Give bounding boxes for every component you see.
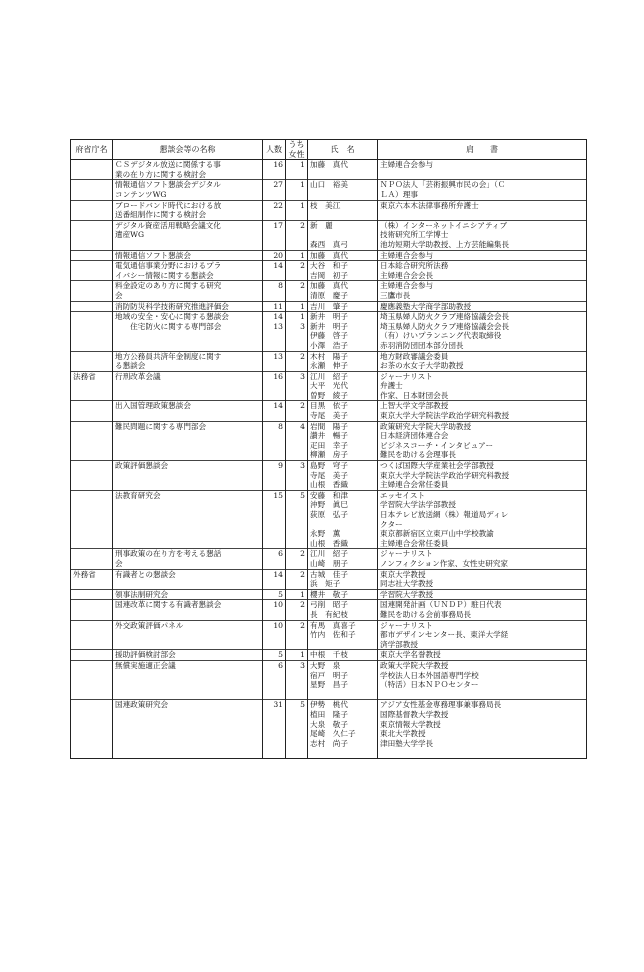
council-name-cell: 消防防災科学技術研究推進評価会 — [113, 301, 263, 312]
female-count-cell: 1 3 — [286, 312, 308, 351]
member-names-cell: 大谷 和子 吉岡 初子 — [308, 261, 378, 281]
member-count-cell: 5 — [263, 589, 286, 600]
member-titles-cell: エッセイスト 学習院大学法学部教授 日本テレビ放送網（株）報道局ディレ クター 東京都新宿区立東戸山中学校教諭 主婦連合会常任委員 — [378, 490, 587, 549]
member-count-cell: 14 — [263, 261, 286, 281]
header-members: 人数 — [263, 140, 286, 160]
council-name-cell: ＣＳデジタル放送に関係する事 業の在り方に関する検討会 — [113, 160, 263, 180]
female-count-cell: 2 — [286, 620, 308, 650]
member-count-cell: 16 — [263, 371, 286, 401]
table-row — [71, 620, 587, 650]
table-row — [71, 200, 587, 220]
female-count-cell: 1 — [286, 589, 308, 600]
female-count-cell: 1 — [286, 160, 308, 180]
council-name-cell: 出入国管理政策懇談会 — [113, 401, 263, 421]
council-name-cell: 地域の安全・安心に関する懇談会 住宅防火に関する専門部会 — [113, 312, 263, 351]
member-titles-cell: 埼玉県婦人防火クラブ連絡協議会会長 埼玉県婦人防火クラブ連絡協議会会長 （有）けいプランニング代表取締役 赤羽消防団団本部分団長 — [378, 312, 587, 351]
member-names-cell: 安藤 和津 沖野 眞巳 荻原 弘子 永野 薫 山根 香織 — [308, 490, 378, 549]
female-count-cell: 1 — [286, 301, 308, 312]
council-name-cell: 行刑改革会議 — [113, 371, 263, 401]
member-count-cell: 27 — [263, 180, 286, 200]
member-titles-cell: 上智大学文学部教授 東京大学大学院法学政治学研究科教授 — [378, 401, 587, 421]
table-row — [71, 589, 587, 600]
member-count-cell: 6 — [263, 549, 286, 569]
member-names-cell: 加藤 真代 — [308, 160, 378, 180]
council-name-cell: 外交政策評価パネル — [113, 620, 263, 650]
female-count-cell: 2 — [286, 569, 308, 589]
table-row — [71, 569, 587, 589]
member-count-cell: 14 — [263, 401, 286, 421]
ministry-cell — [71, 589, 113, 600]
council-name-cell: 刑事政策の在り方を考える懇話 会 — [113, 549, 263, 569]
member-count-cell: 15 — [263, 490, 286, 549]
member-titles-cell: 日本総合研究所法務 主婦連合会会長 — [378, 261, 587, 281]
ministry-cell — [71, 281, 113, 301]
member-names-cell: 吉川 肇子 — [308, 301, 378, 312]
council-name-cell: 無償実施適正会議 — [113, 661, 263, 700]
council-name-cell: 法教育研究会 — [113, 490, 263, 549]
ministry-cell — [71, 421, 113, 460]
table-row — [71, 421, 587, 460]
ministry-cell — [71, 220, 113, 250]
council-name-cell: 難民問題に関する専門部会 — [113, 421, 263, 460]
council-name-cell: 国連改革に関する有識者懇談会 — [113, 600, 263, 620]
member-count-cell: 5 — [263, 650, 286, 661]
ministry-cell: 法務省 — [71, 371, 113, 401]
ministry-cell — [71, 250, 113, 261]
member-names-cell: 伊勢 桃代 植田 隆子 大泉 敬子 尾崎 久仁子 志村 尚子 — [308, 700, 378, 759]
table-row — [71, 281, 587, 301]
member-titles-cell: 政策研究大学院大学助教授 日本経済団体連合会 ビジネスコーチ・インタビュアー 難民を助ける会理事長 — [378, 421, 587, 460]
table-row — [71, 371, 587, 401]
table-header-row — [71, 140, 587, 160]
table-row — [71, 461, 587, 491]
table-row — [71, 700, 587, 759]
member-titles-cell: ジャーナリスト ノンフィクション作家、女性史研究家 — [378, 549, 587, 569]
member-count-cell: 10 — [263, 620, 286, 650]
ministry-cell — [71, 312, 113, 351]
member-titles-cell: 政策大学院大学教授 学校法人日本外国語専門学校 （特活）日本ＮＰＯセンター — [378, 661, 587, 700]
female-count-cell: 2 — [286, 220, 308, 250]
table-row — [71, 312, 587, 351]
member-count-cell: 8 — [263, 421, 286, 460]
female-count-cell: 4 — [286, 421, 308, 460]
female-count-cell: 1 — [286, 200, 308, 220]
member-names-cell: 新井 明子 新井 明子 伊藤 啓子 小澤 浩子 — [308, 312, 378, 351]
member-names-cell: 木村 陽子 永瀬 伸子 — [308, 351, 378, 371]
member-count-cell: 13 — [263, 351, 286, 371]
member-titles-cell: ＮＰＯ法人「芸術振興市民の会」（Ｃ ＬＡ）理事 — [378, 180, 587, 200]
council-name-cell: 有識者との懇談会 — [113, 569, 263, 589]
table-row — [71, 250, 587, 261]
member-names-cell: 江川 紹子 大平 光代 曽野 綾子 — [308, 371, 378, 401]
member-count-cell: 31 — [263, 700, 286, 759]
member-names-cell: 中根 千枝 — [308, 650, 378, 661]
member-titles-cell: ジャーナリスト 都市デザインセンター長、東洋大学経 済学部教授 — [378, 620, 587, 650]
ministry-cell — [71, 301, 113, 312]
table-row — [71, 301, 587, 312]
member-titles-cell: 東京六本木法律事務所弁護士 — [378, 200, 587, 220]
ministry-cell — [71, 700, 113, 759]
member-titles-cell: 地方財政審議会委員 お茶の水女子大学助教授 — [378, 351, 587, 371]
member-count-cell: 20 — [263, 250, 286, 261]
member-titles-cell: つくば国際大学産業社会学部教授 東京大学大学院法学政治学研究科教授 主婦連合会常任委員 — [378, 461, 587, 491]
member-titles-cell: アジア女性基金専務理事兼事務局長 国際基督教大学教授 東京情報大学教授 東北大学教授 津田塾大学学長 — [378, 700, 587, 759]
table-row — [71, 261, 587, 281]
female-count-cell: 5 — [286, 700, 308, 759]
table-row — [71, 160, 587, 180]
member-names-cell: 新 麗 森西 真弓 — [308, 220, 378, 250]
table-row — [71, 490, 587, 549]
header-name: 氏 名 — [308, 140, 378, 160]
member-names-cell: 加藤 真代 — [308, 250, 378, 261]
table-row — [71, 549, 587, 569]
council-name-cell: 電気通信事業分野におけるプラ イバシー情報に関する懇談会 — [113, 261, 263, 281]
council-name-cell: 政策評価懇談会 — [113, 461, 263, 491]
member-names-cell: 古城 佳子 浜 矩子 — [308, 569, 378, 589]
table-row — [71, 351, 587, 371]
table-row — [71, 401, 587, 421]
header-ministry: 府省庁名 — [71, 140, 113, 160]
council-name-cell: 情報通信ソフト懇談会デジタル コンテンツWG — [113, 180, 263, 200]
ministry-cell — [71, 600, 113, 620]
female-count-cell: 1 — [286, 250, 308, 261]
member-count-cell: 16 — [263, 160, 286, 180]
female-count-cell: 3 — [286, 461, 308, 491]
table-row — [71, 650, 587, 661]
ministry-cell — [71, 401, 113, 421]
ministry-cell: 外務省 — [71, 569, 113, 589]
female-count-cell: 2 — [286, 281, 308, 301]
member-names-cell: 大野 泉 宿戸 明子 星野 昌子 — [308, 661, 378, 700]
member-titles-cell: 学習院大学教授 — [378, 589, 587, 600]
ministry-cell — [71, 351, 113, 371]
council-name-cell: ブロードバンド時代における放 送番組制作に関する検討会 — [113, 200, 263, 220]
member-titles-cell: 東京大学名誉教授 — [378, 650, 587, 661]
member-count-cell: 9 — [263, 461, 286, 491]
ministry-cell — [71, 620, 113, 650]
ministry-cell — [71, 549, 113, 569]
member-count-cell: 14 — [263, 569, 286, 589]
female-count-cell: 2 — [286, 261, 308, 281]
member-count-cell: 14 13 — [263, 312, 286, 351]
member-count-cell: 22 — [263, 200, 286, 220]
member-names-cell: 岩間 陽子 讃井 暢子 疋田 幸子 柳瀬 房子 — [308, 421, 378, 460]
ministry-cell — [71, 490, 113, 549]
female-count-cell: 2 — [286, 600, 308, 620]
header-title: 肩 書 — [378, 140, 587, 160]
ministry-cell — [71, 461, 113, 491]
member-titles-cell: 東京大学教授 同志社大学教授 — [378, 569, 587, 589]
council-name-cell: 地方公務員共済年金制度に関す る懇談会 — [113, 351, 263, 371]
council-name-cell: 領事法制研究会 — [113, 589, 263, 600]
table-row — [71, 220, 587, 250]
member-titles-cell: （株）インターネットイニシアティブ 技術研究所工学博士 池坊短期大学助教授、上方芸能編集長 — [378, 220, 587, 250]
member-names-cell: 櫻井 敬子 — [308, 589, 378, 600]
ministry-cell — [71, 261, 113, 281]
ministry-cell — [71, 650, 113, 661]
member-titles-cell: 主婦連合会参与 三鷹市長 — [378, 281, 587, 301]
member-names-cell: 江川 紹子 山崎 朋子 — [308, 549, 378, 569]
member-names-cell: 加藤 真代 清原 慶子 — [308, 281, 378, 301]
member-titles-cell: 主婦連合会参与 — [378, 160, 587, 180]
ministry-cell — [71, 180, 113, 200]
table-row — [71, 600, 587, 620]
table-row — [71, 180, 587, 200]
female-count-cell: 2 — [286, 549, 308, 569]
member-titles-cell: 主婦連合会参与 — [378, 250, 587, 261]
header-council: 懇談会等の名称 — [113, 140, 263, 160]
member-names-cell: 枝 美江 — [308, 200, 378, 220]
member-count-cell: 8 — [263, 281, 286, 301]
ministry-cell — [71, 200, 113, 220]
ministry-cell — [71, 160, 113, 180]
female-count-cell: 5 — [286, 490, 308, 549]
female-count-cell: 2 — [286, 351, 308, 371]
council-name-cell: 援助評価検討部会 — [113, 650, 263, 661]
female-count-cell: 3 — [286, 371, 308, 401]
ministry-cell — [71, 661, 113, 700]
member-count-cell: 6 — [263, 661, 286, 700]
female-count-cell: 1 — [286, 650, 308, 661]
member-count-cell: 11 — [263, 301, 286, 312]
female-count-cell: 2 — [286, 401, 308, 421]
council-name-cell: 国連政策研究会 — [113, 700, 263, 759]
member-names-cell: 山口 裕美 — [308, 180, 378, 200]
member-names-cell: 島野 穹子 寺尾 美子 山根 香織 — [308, 461, 378, 491]
member-titles-cell: 慶應義塾大学商学部助教授 — [378, 301, 587, 312]
table-body — [71, 160, 587, 759]
table-row — [71, 661, 587, 700]
member-count-cell: 10 — [263, 600, 286, 620]
member-names-cell: 弓削 昭子 長 有紀枝 — [308, 600, 378, 620]
female-count-cell: 3 — [286, 661, 308, 700]
council-name-cell: デジタル資産活用戦略会議文化 遺産WG — [113, 220, 263, 250]
council-name-cell: 情報通信ソフト懇談会 — [113, 250, 263, 261]
member-names-cell: 有馬 真喜子 竹内 佐和子 — [308, 620, 378, 650]
council-table — [70, 139, 587, 759]
header-female: うち女性 — [286, 140, 308, 160]
council-name-cell: 料金設定のあり方に関する研究 会 — [113, 281, 263, 301]
member-titles-cell: ジャーナリスト 弁護士 作家、日本財団会長 — [378, 371, 587, 401]
female-count-cell: 1 — [286, 180, 308, 200]
member-titles-cell: 国連開発計画（ＵＮＤＰ）駐日代表 難民を助ける会前事務局長 — [378, 600, 587, 620]
member-count-cell: 17 — [263, 220, 286, 250]
member-names-cell: 目黒 依子 寺尾 美子 — [308, 401, 378, 421]
